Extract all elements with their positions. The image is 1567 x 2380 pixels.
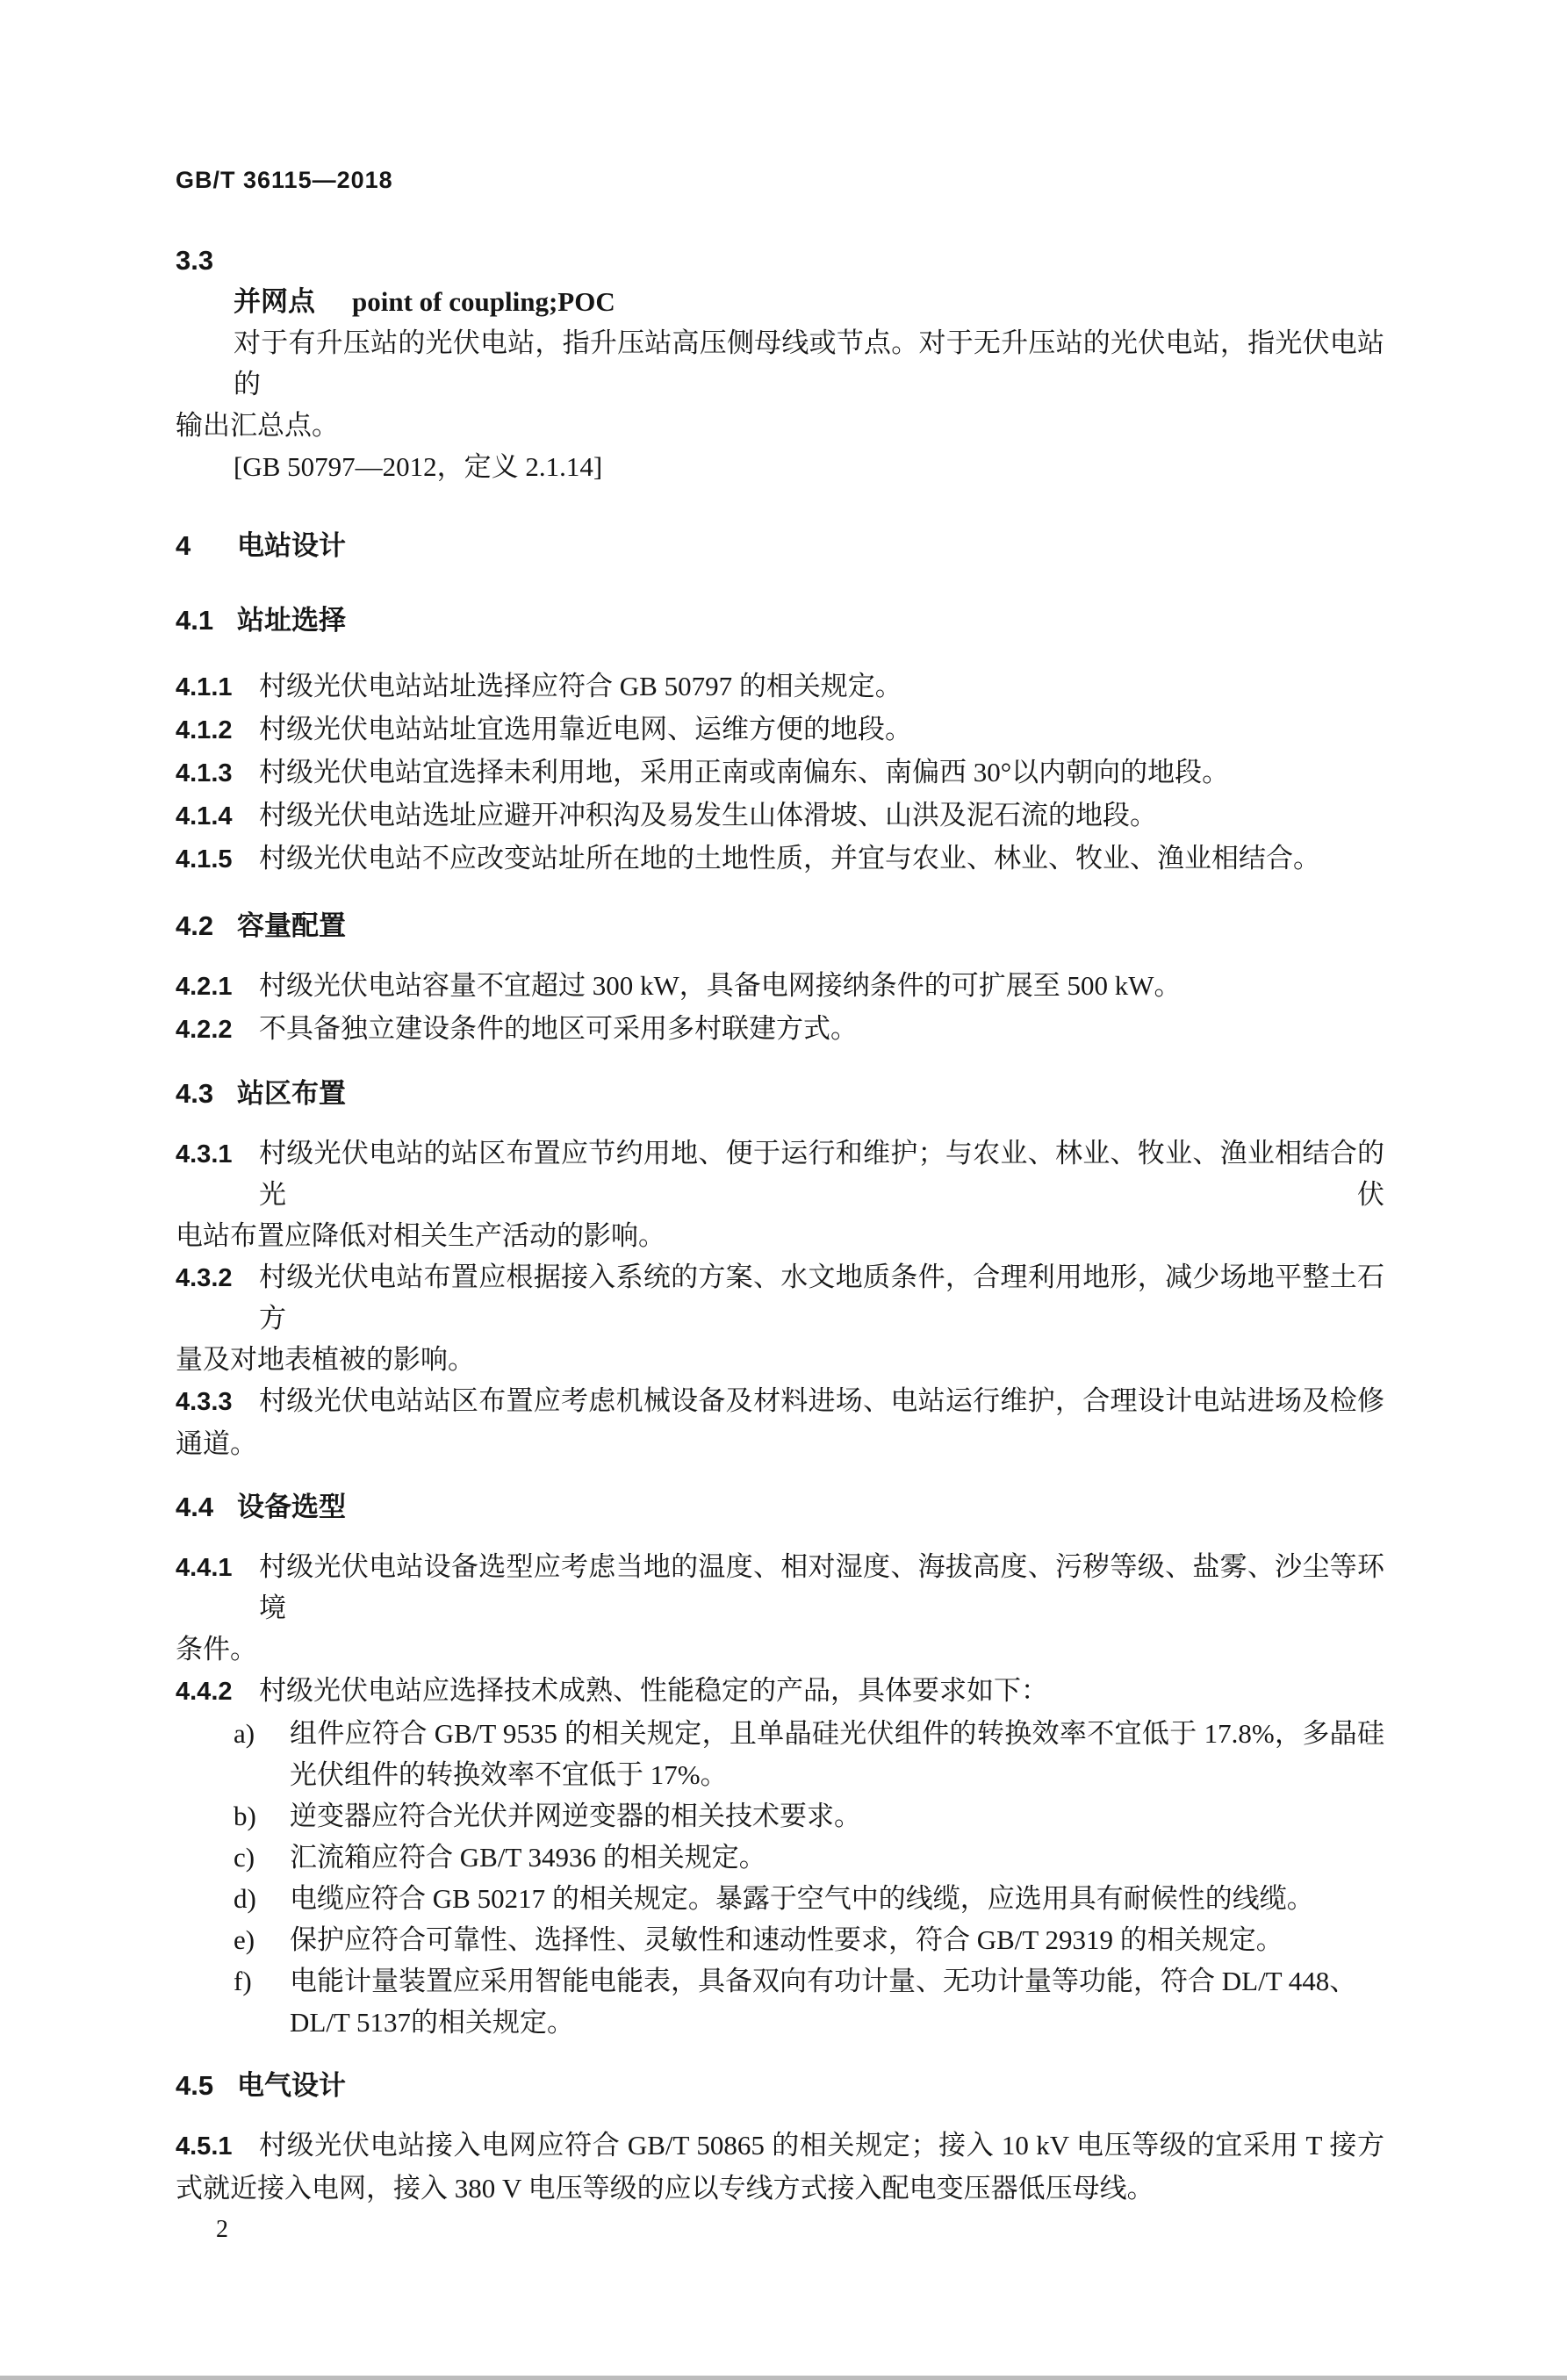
list-item-letter: a) [234, 1718, 255, 1749]
section-heading-43 [176, 1073, 1384, 1114]
list-item-text: 电能计量装置应采用智能电能表，具备双向有功计量、无功计量等功能，符合 DL/T 448、 [290, 1966, 1357, 1996]
list-item-e [234, 1919, 1384, 1960]
clause-number: 4.3.3 [176, 1388, 233, 1416]
clause-text: 村级光伏电站选址应避开冲积沟及易发生山体滑坡、山洪及泥石流的地段。 [259, 800, 1157, 830]
clause-text: 村级光伏电站站址宜选用靠近电网、运维方便的地段。 [259, 714, 912, 744]
list-item-a-line1 [234, 1713, 1384, 1754]
clause-422 [176, 1008, 1384, 1051]
term-definition-line1: 对于有升压站的光伏电站，指升压站高压侧母线或节点。对于无升压站的光伏电站，指光伏电站的 [234, 327, 1384, 399]
term-source-reference: [GB 50797—2012，定义 2.1.14] [234, 451, 603, 482]
list-item-letter: e) [234, 1924, 255, 1955]
term-name-zh: 并网点 [234, 286, 315, 317]
list-item-f-line1 [234, 1960, 1384, 2002]
clause-433-line1 [176, 1380, 1384, 1423]
list-item-f-line2: DL/T 5137的相关规定。 [290, 2007, 575, 2038]
section-heading-44 [176, 1486, 1384, 1528]
clause-number: 4.4.1 [176, 1554, 233, 1582]
clause-text: 村级光伏电站站区布置应考虑机械设备及材料进场、电站运行维护，合理设计电站进场及检修 [259, 1385, 1384, 1416]
clause-411 [176, 665, 1384, 708]
clause-413 [176, 751, 1384, 795]
term-clause-number: 3.3 [176, 245, 214, 276]
clause-441-line1 [176, 1546, 1384, 1629]
clause-415 [176, 838, 1384, 881]
clause-432-line2: 量及对地表植被的影响。 [176, 1344, 475, 1375]
list-item-text: 保护应符合可靠性、选择性、灵敏性和速动性要求，符合 GB/T 29319 的相关规定。 [290, 1924, 1283, 1955]
term-definition-line2: 输出汇总点。 [176, 410, 339, 441]
clause-text: 不具备独立建设条件的地区可采用多村联建方式。 [259, 1013, 858, 1044]
clause-number: 4.1.3 [176, 759, 233, 787]
section-title: 容量配置 [237, 910, 346, 941]
section-heading-42 [176, 905, 1384, 946]
section-number: 4.3 [176, 1078, 214, 1109]
clause-text: 村级光伏电站应选择技术成熟、性能稳定的产品，具体要求如下： [259, 1675, 1048, 1706]
section-title: 电气设计 [237, 2070, 346, 2101]
clause-431-line2: 电站布置应降低对相关生产活动的影响。 [176, 1220, 665, 1251]
clause-451-line2: 式就近接入电网，接入 380 V 电压等级的应以专线方式接入配电变压器低压母线。 [176, 2173, 1154, 2204]
clause-text: 村级光伏电站接入电网应符合 GB/T 50865 的相关规定；接入 10 kV 电压等级的宜采用 T 接方 [259, 2130, 1384, 2161]
list-item-text: 汇流箱应符合 GB/T 34936 的相关规定。 [290, 1842, 766, 1873]
scan-bottom-edge [0, 2376, 1567, 2380]
page-content [0, 162, 1567, 2250]
section-number: 4.4 [176, 1492, 214, 1522]
standard-number-header: GB/T 36115—2018 [176, 167, 393, 193]
clause-433-line2: 通道。 [176, 1428, 257, 1459]
clause-number: 4.2.2 [176, 1016, 233, 1044]
clause-text: 村级光伏电站容量不宜超过 300 kW，具备电网接纳条件的可扩展至 500 kW。 [259, 970, 1182, 1001]
clause-text: 村级光伏电站不应改变站址所在地的土地性质，并宜与农业、林业、牧业、渔业相结合。 [259, 843, 1320, 874]
section-title: 设备选型 [237, 1492, 346, 1522]
clause-number: 4.4.2 [176, 1678, 233, 1706]
clause-431-line1 [176, 1132, 1384, 1215]
list-item-letter: c) [234, 1842, 255, 1873]
clause-number: 4.1.1 [176, 673, 233, 701]
clause-421 [176, 965, 1384, 1008]
section-number: 4.1 [176, 605, 214, 636]
clause-text: 村级光伏电站设备选型应考虑当地的温度、相对湿度、海拔高度、污秽等级、盐雾、沙尘等环境 [259, 1551, 1384, 1623]
list-item-letter: f) [234, 1966, 252, 1996]
list-item-letter: d) [234, 1883, 256, 1914]
chapter-heading [176, 525, 1384, 566]
list-item-b [234, 1795, 1384, 1837]
section-number: 4.2 [176, 910, 214, 941]
chapter-title: 电站设计 [237, 530, 346, 561]
clause-number: 4.3.2 [176, 1264, 233, 1292]
list-item-letter: b) [234, 1801, 256, 1831]
clause-text: 村级光伏电站的站区布置应节约用地、便于运行和维护；与农业、林业、牧业、渔业相结合的光伏 [259, 1138, 1384, 1210]
list-item-text: 逆变器应符合光伏并网逆变器的相关技术要求。 [290, 1801, 861, 1831]
list-item-text: 电缆应符合 GB 50217 的相关规定。暴露于空气中的线缆，应选用具有耐候性的线缆。 [290, 1883, 1314, 1914]
clause-text: 村级光伏电站宜选择未利用地，采用正南或南偏东、南偏西 30°以内朝向的地段。 [259, 757, 1230, 787]
clause-number: 4.1.5 [176, 845, 233, 874]
clause-text: 村级光伏电站布置应根据接入系统的方案、水文地质条件，合理利用地形，减少场地平整土石方 [259, 1262, 1384, 1334]
clause-number: 4.3.1 [176, 1140, 233, 1168]
section-title: 站区布置 [237, 1078, 346, 1109]
list-item-a-line2: 光伏组件的转换效率不宜低于 17%。 [290, 1759, 728, 1790]
clause-number: 4.1.2 [176, 716, 233, 744]
term-title [234, 281, 1384, 322]
page-number: 2 [216, 2216, 228, 2243]
clause-text: 村级光伏电站站址选择应符合 GB 50797 的相关规定。 [259, 671, 902, 701]
term-name-en: point of coupling;POC [352, 286, 615, 317]
section-number: 4.5 [176, 2070, 214, 2101]
document-page [0, 162, 1567, 2380]
chapter-number: 4 [176, 530, 191, 561]
clause-412 [176, 708, 1384, 751]
section-heading-45 [176, 2065, 1384, 2106]
clause-441-line2: 条件。 [176, 1634, 257, 1665]
section-heading-41 [176, 600, 1384, 641]
list-item-c [234, 1837, 1384, 1878]
clause-442 [176, 1670, 1384, 1713]
list-item-text: 组件应符合 GB/T 9535 的相关规定，且单晶硅光伏组件的转换效率不宜低于 17.8%，多晶硅 [290, 1718, 1384, 1749]
clause-414 [176, 795, 1384, 838]
clause-451-line1 [176, 2125, 1384, 2168]
section-title: 站址选择 [237, 605, 346, 636]
clause-number: 4.1.4 [176, 802, 233, 830]
clause-number: 4.2.1 [176, 973, 233, 1001]
list-item-d [234, 1878, 1384, 1919]
clause-number: 4.5.1 [176, 2132, 233, 2161]
clause-432-line1 [176, 1256, 1384, 1339]
